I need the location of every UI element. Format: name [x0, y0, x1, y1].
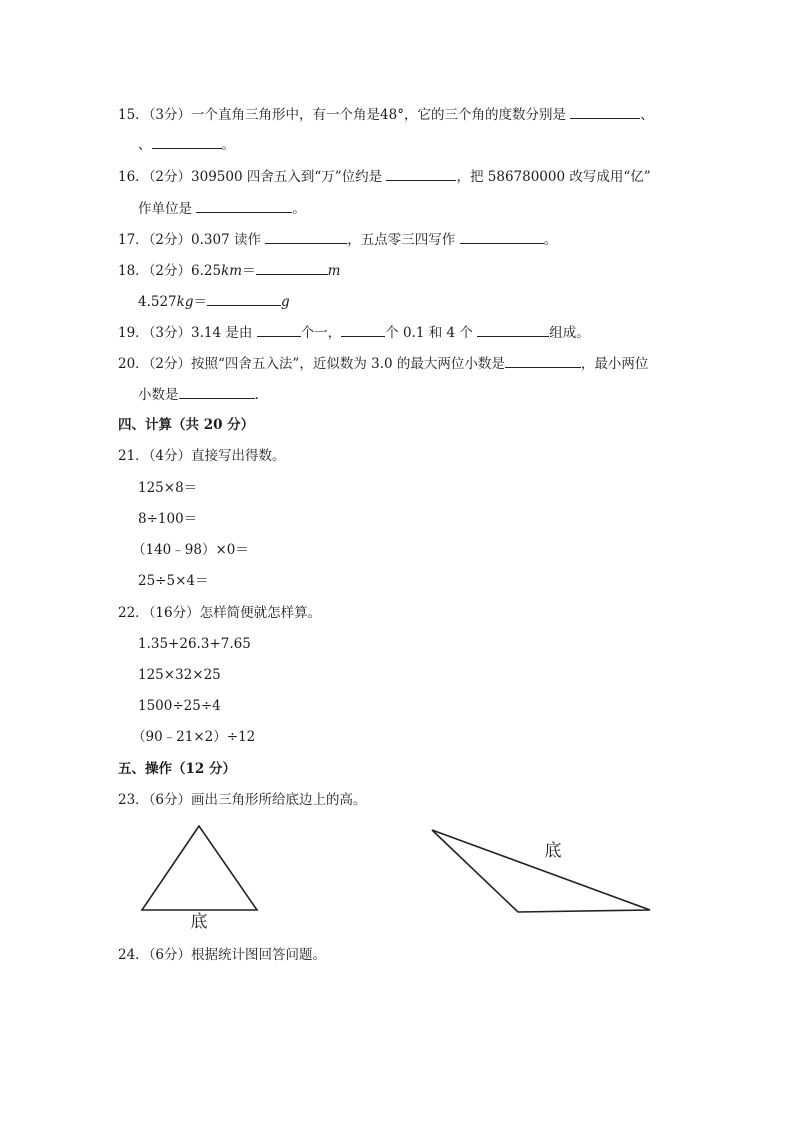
answer-blank[interactable] [152, 134, 222, 149]
answer-blank[interactable] [179, 384, 255, 399]
answer-blank[interactable] [570, 104, 640, 119]
question-score: （2分） [148, 232, 192, 248]
equals-sign: ＝ [193, 294, 207, 310]
unit-label: kg [176, 294, 194, 310]
question-number: 21． [118, 448, 149, 464]
question-text: 个一， [300, 325, 342, 341]
question-score: （6分） [148, 947, 192, 963]
answer-blank[interactable] [196, 198, 292, 213]
question-score: （2分） [148, 263, 192, 279]
equals-sign: ＝ [242, 263, 256, 279]
question-text: ，五点零三四写作 [347, 232, 456, 248]
question-text: 0.307 读作 [191, 232, 261, 248]
question-17 [118, 229, 557, 249]
question-text: 6.25 [191, 263, 222, 279]
question-19 [118, 322, 590, 342]
unit-label: km [221, 263, 243, 279]
calc-item: 125×32×25 [138, 667, 221, 683]
calc-item: （140﹣98）×0＝ [132, 542, 249, 558]
punctuation: 。 [221, 137, 235, 153]
question-number: 22． [118, 605, 149, 621]
unit-label: m [327, 263, 341, 279]
question-score: （16分） [148, 605, 200, 621]
question-20 [118, 353, 648, 373]
answer-blank[interactable] [341, 322, 385, 337]
question-number: 17． [118, 232, 149, 248]
answer-blank[interactable] [460, 229, 544, 244]
answer-blank[interactable] [386, 166, 456, 181]
triangle-figure-1 [130, 818, 270, 930]
calc-item: 8÷100＝ [138, 511, 198, 527]
question-number: 18． [118, 263, 149, 279]
answer-blank[interactable] [256, 260, 328, 275]
answer-blank[interactable] [265, 229, 347, 244]
answer-blank[interactable] [505, 353, 581, 368]
question-number: 24． [118, 947, 149, 963]
question-number: 20． [118, 356, 149, 372]
question-score: （6分） [148, 792, 192, 808]
triangle-figure-2 [420, 818, 660, 918]
section-heading-5: 五、操作（12 分） [118, 761, 236, 777]
question-text: 309500 四舍五入到“万”位约是 [191, 169, 383, 185]
calc-item: （90﹣21×2）÷12 [132, 729, 256, 745]
answer-blank[interactable] [257, 322, 301, 337]
question-text: ，最小两位 [580, 356, 649, 372]
question-text: 画出三角形所给底边上的高。 [191, 792, 367, 808]
question-24 [118, 946, 326, 964]
calc-item: 125×8＝ [138, 480, 198, 496]
separator: 、 [640, 107, 654, 123]
question-15-cont [138, 134, 235, 154]
question-text: 怎样简便就怎样算。 [199, 605, 322, 621]
question-number: 19． [118, 325, 149, 341]
triangle-shape [142, 826, 257, 910]
punctuation: 。 [543, 232, 558, 248]
answer-blank[interactable] [477, 322, 549, 337]
section-heading-4: 四、计算（共 20 分） [118, 417, 255, 433]
question-number: 16． [118, 169, 149, 185]
question-text: 按照“四舍五入法”，近似数为 3.0 的最大两位小数是 [191, 356, 505, 372]
question-score: （2分） [148, 169, 192, 185]
question-text: 根据统计图回答问题。 [191, 947, 327, 963]
base-label: 底 [544, 841, 562, 861]
question-text: 4.527 [138, 294, 177, 310]
question-text: ，把 586780000 改写成用“亿” [456, 169, 651, 185]
separator: 、 [138, 137, 152, 153]
question-22 [118, 604, 321, 622]
question-text: 组成。 [549, 325, 590, 341]
question-text: 个 0.1 和 4 个 [385, 325, 473, 341]
question-text: 一个直角三角形中，有一个角是48°，它的三个角的度数分别是 [191, 107, 566, 123]
question-15 [118, 104, 654, 124]
calc-item: 1500÷25÷4 [138, 698, 221, 714]
question-text: 直接写出得数。 [191, 448, 286, 464]
question-23 [118, 791, 367, 809]
question-score: （4分） [148, 448, 192, 464]
question-21 [118, 447, 286, 465]
question-20-cont [138, 384, 259, 404]
question-18-cont [138, 291, 290, 311]
question-16 [118, 166, 651, 186]
question-18 [118, 260, 340, 280]
question-text: 小数是 [138, 387, 179, 403]
punctuation: . [254, 387, 259, 403]
question-text: 3.14 是由 [191, 325, 253, 341]
question-text: 作单位是 [138, 201, 192, 217]
question-number: 15． [118, 107, 149, 123]
triangle-shape [432, 830, 650, 912]
punctuation: 。 [292, 201, 306, 217]
question-score: （3分） [148, 107, 192, 123]
question-16-cont [138, 198, 306, 218]
base-label: 底 [190, 912, 208, 930]
question-number: 23． [118, 792, 149, 808]
question-score: （2分） [148, 356, 192, 372]
calc-item: 1.35+26.3+7.65 [138, 636, 251, 652]
unit-label: g [280, 294, 290, 310]
question-score: （3分） [148, 325, 192, 341]
answer-blank[interactable] [207, 291, 281, 306]
calc-item: 25÷5×4＝ [138, 573, 209, 589]
